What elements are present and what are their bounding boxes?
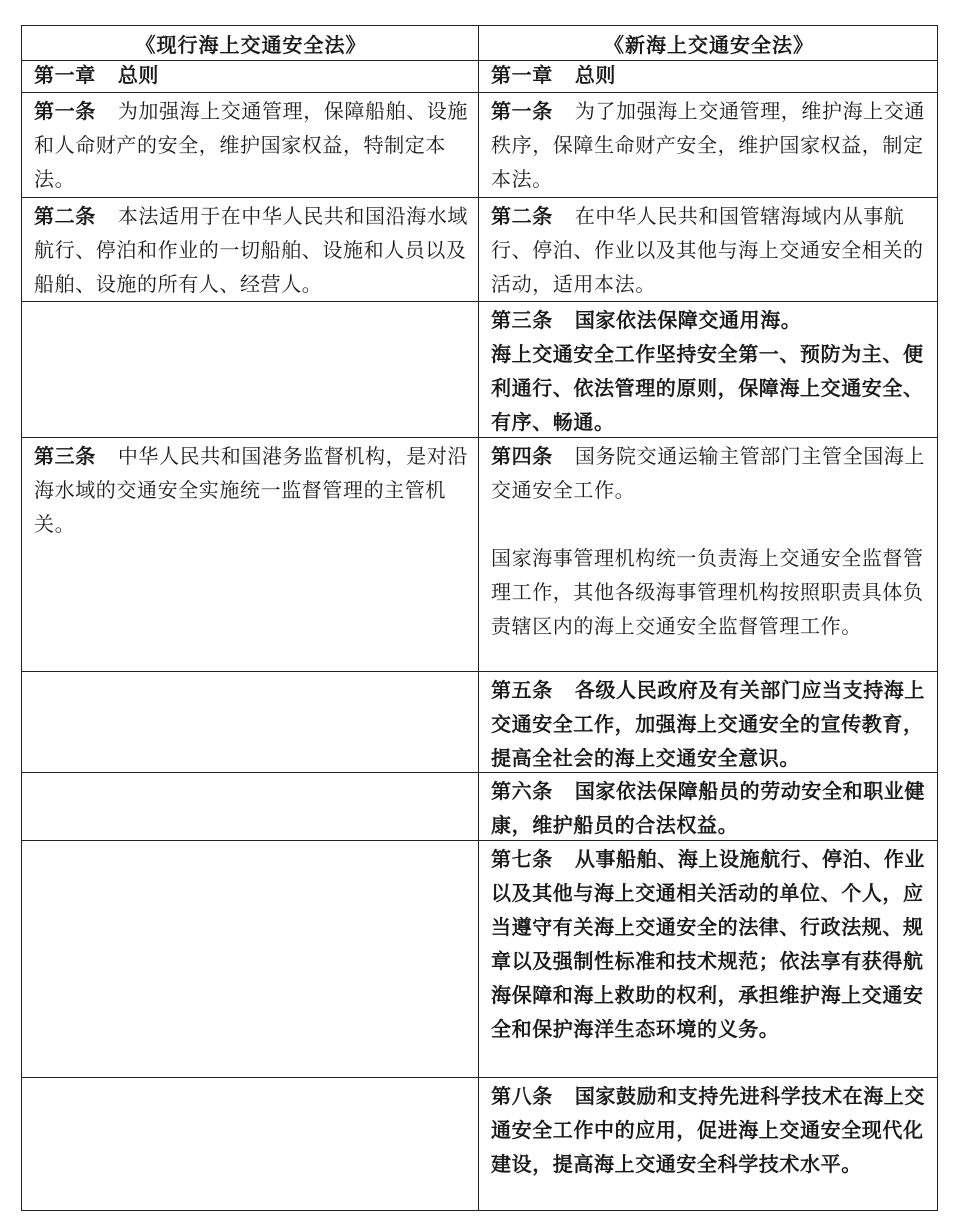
table-row-article-6-new <box>22 772 937 841</box>
table-row-article-1 <box>22 92 937 198</box>
article-text: 从事船舶、海上设施航行、停泊、作业以及其他与海上交通相关活动的单位、个人，应当遵守有关海上交通安全的法律、行政法规、规章以及强制性标准和技术规范；依法享有获得航海保障和海上救助的权利，承担维护海上交通安全和保护海洋生态环境的义务。 <box>491 847 926 1041</box>
article-label: 第二条 <box>34 204 96 228</box>
table-row-article-4 <box>22 437 937 672</box>
right-cell <box>479 60 937 92</box>
article-text: 在中华人民共和国管辖海域内从事航行、停泊、作业以及其他与海上交通安全相关的活动，适用本法。 <box>491 204 924 296</box>
right-cell <box>479 1077 937 1210</box>
left-cell <box>22 197 478 301</box>
article-label: 第三条 <box>491 308 553 332</box>
table-row-article-7-new <box>22 840 937 1078</box>
article-label: 第一条 <box>34 99 96 123</box>
article-label: 第一条 <box>491 99 553 123</box>
chapter-title: 总则 <box>574 63 617 87</box>
right-cell <box>479 671 937 772</box>
table-header-row <box>22 26 937 61</box>
table-row-article-2 <box>22 197 937 302</box>
table-row-article-5-new <box>22 671 937 773</box>
article-label: 第八条 <box>491 1084 553 1108</box>
article-text: 国家依法保障交通用海。 <box>574 308 802 332</box>
article-label: 第一章 <box>491 63 553 87</box>
chapter-title: 总则 <box>117 63 160 87</box>
article-text: 各级人民政府及有关部门应当支持海上交通安全工作，加强海上交通安全的宣传教育，提高全社会的海上交通安全意识。 <box>491 678 926 770</box>
table-row-chapter <box>22 60 937 93</box>
article-label: 第二条 <box>491 204 553 228</box>
right-cell <box>479 840 937 1077</box>
article-text: 国家依法保障船员的劳动安全和职业健康，维护船员的合法权益。 <box>491 779 926 837</box>
article-text: 为了加强海上交通管理，维护海上交通秩序，保障生命财产安全，维护国家权益，制定本法。 <box>491 99 926 191</box>
article-text: 为加强海上交通管理，保障船舶、设施和人命财产的安全，维护国家权益，特制定本法。 <box>34 99 469 191</box>
left-cell-empty <box>22 671 478 772</box>
article-paragraph: 海上交通安全工作坚持安全第一、预防为主、便利通行、依法管理的原则，保障海上交通安全、有序、畅通。 <box>491 342 924 434</box>
left-cell <box>22 437 478 671</box>
left-cell-empty <box>22 772 478 840</box>
table-row-article-8-new <box>22 1077 937 1210</box>
right-cell <box>479 437 937 671</box>
article-label: 第一章 <box>34 63 96 87</box>
article-label: 第三条 <box>34 444 96 468</box>
article-text: 中华人民共和国港务监督机构，是对沿海水域的交通安全实施统一监督管理的主管机关。 <box>34 444 469 536</box>
left-cell-empty <box>22 1077 478 1210</box>
left-cell-empty <box>22 301 478 437</box>
article-text: 本法适用于在中华人民共和国沿海水域航行、停泊和作业的一切船舶、设施和人员以及船舶、设施的所有人、经营人。 <box>34 204 469 296</box>
article-label: 第七条 <box>491 847 553 871</box>
table-row-article-3-new <box>22 301 937 438</box>
article-text: 国务院交通运输主管部门主管全国海上交通安全工作。 <box>491 444 926 502</box>
article-label: 第四条 <box>491 444 553 468</box>
article-label: 第六条 <box>491 779 553 803</box>
article-text: 国家鼓励和支持先进科学技术在海上交通安全工作中的应用，促进海上交通安全现代化建设，提高海上交通安全科学技术水平。 <box>491 1084 926 1176</box>
article-label: 第五条 <box>491 678 553 702</box>
left-column-header: 《现行海上交通安全法》 <box>135 33 367 57</box>
article-paragraph: 国家海事管理机构统一负责海上交通安全监督管理工作，其他各级海事管理机构按照职责具体负责辖区内的海上交通安全监督管理工作。 <box>491 546 924 638</box>
left-cell <box>22 60 478 92</box>
right-cell <box>479 772 937 840</box>
left-cell <box>22 92 478 197</box>
left-cell-empty <box>22 840 478 1077</box>
right-cell <box>479 92 937 197</box>
right-column-header: 《新海上交通安全法》 <box>604 33 814 57</box>
comparison-table <box>21 25 938 1211</box>
right-cell <box>479 301 937 437</box>
right-cell <box>479 197 937 301</box>
